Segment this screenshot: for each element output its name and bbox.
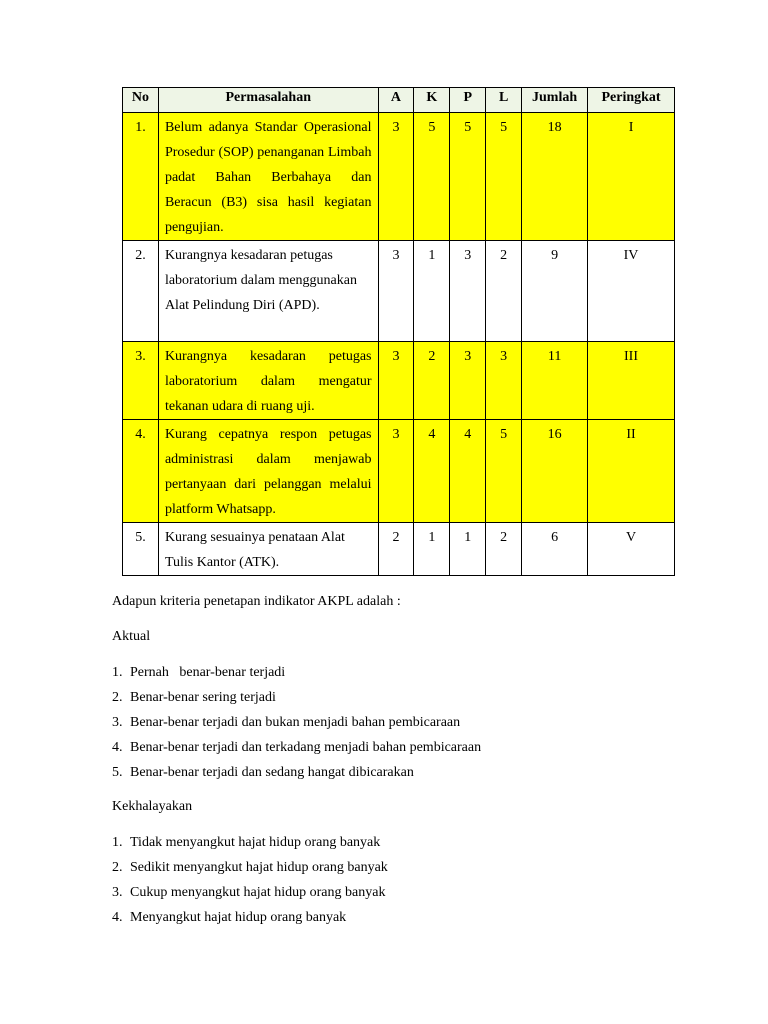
cell-peringkat: II [588, 420, 675, 523]
list-item: 1. Pernah benar-benar terjadi [112, 665, 286, 680]
list-item: 3. Benar-benar terjadi dan bukan menjadi bahan pembicaraan [112, 715, 461, 730]
cell-a: 2 [378, 523, 414, 576]
cell-jumlah: 6 [522, 523, 588, 576]
table-header-row [123, 88, 675, 113]
list-item: 3. Cukup menyangkut hajat hidup orang banyak [112, 885, 386, 900]
list-item: 1. Tidak menyangkut hajat hidup orang banyak [112, 835, 381, 850]
cell-no: 3. [123, 342, 159, 420]
cell-jumlah: 18 [522, 113, 588, 241]
cell-p: 5 [450, 113, 486, 241]
header-peringkat: Peringkat [588, 88, 675, 113]
cell-l: 5 [486, 420, 522, 523]
cell-no: 5. [123, 523, 159, 576]
cell-jumlah: 11 [522, 342, 588, 420]
cell-p: 4 [450, 420, 486, 523]
cell-l: 3 [486, 342, 522, 420]
list-item: 2. Benar-benar sering terjadi [112, 690, 276, 705]
table-row [123, 420, 675, 523]
cell-peringkat: IV [588, 241, 675, 342]
list-item: 5. Benar-benar terjadi dan sedang hangat dibicarakan [112, 765, 414, 780]
cell-k: 1 [414, 241, 450, 342]
table-row [123, 523, 675, 576]
cell-l: 2 [486, 523, 522, 576]
cell-a: 3 [378, 342, 414, 420]
cell-k: 1 [414, 523, 450, 576]
table-row [123, 113, 675, 241]
aktual-heading: Aktual [112, 629, 151, 644]
header-l: L [486, 88, 522, 113]
cell-no: 1. [123, 113, 159, 241]
header-p: P [450, 88, 486, 113]
cell-jumlah: 16 [522, 420, 588, 523]
kekhalayakan-heading: Kekhalayakan [112, 799, 193, 814]
cell-no: 4. [123, 420, 159, 523]
akpl-table [122, 87, 675, 576]
cell-problem: Belum adanya Standar Operasional Prosedur (SOP) penanganan Limbah padat Bahan Berbahaya dan Beracun (B3) sisa hasil kegiatan pengujian. [158, 113, 378, 241]
cell-k: 4 [414, 420, 450, 523]
cell-problem: Kurang sesuainya penataan Alat Tulis Kantor (ATK). [158, 523, 378, 576]
cell-k: 2 [414, 342, 450, 420]
cell-problem: Kurangnya kesadaran petugas laboratorium dalam mengatur tekanan udara di ruang uji. [158, 342, 378, 420]
cell-a: 3 [378, 241, 414, 342]
list-item: 2. Sedikit menyangkut hajat hidup orang banyak [112, 860, 388, 875]
list-item: 4. Menyangkut hajat hidup orang banyak [112, 910, 347, 925]
cell-l: 2 [486, 241, 522, 342]
header-permasalahan: Permasalahan [158, 88, 378, 113]
table-row [123, 342, 675, 420]
cell-p: 1 [450, 523, 486, 576]
cell-problem: Kurang cepatnya respon petugas administrasi dalam menjawab pertanyaan dari pelanggan melalui platform Whatsapp. [158, 420, 378, 523]
cell-peringkat: V [588, 523, 675, 576]
cell-jumlah: 9 [522, 241, 588, 342]
aktual-list [112, 664, 481, 789]
cell-peringkat: III [588, 342, 675, 420]
header-no: No [123, 88, 159, 113]
cell-k: 5 [414, 113, 450, 241]
cell-p: 3 [450, 342, 486, 420]
cell-problem: Kurangnya kesadaran petugas laboratorium dalam menggunakan Alat Pelindung Diri (APD). [158, 241, 378, 342]
cell-no: 2. [123, 241, 159, 342]
cell-a: 3 [378, 420, 414, 523]
kekhalayakan-list [112, 834, 388, 934]
header-jumlah: Jumlah [522, 88, 588, 113]
cell-l: 5 [486, 113, 522, 241]
cell-a: 3 [378, 113, 414, 241]
cell-p: 3 [450, 241, 486, 342]
header-k: K [414, 88, 450, 113]
cell-peringkat: I [588, 113, 675, 241]
header-a: A [378, 88, 414, 113]
criteria-intro: Adapun kriteria penetapan indikator AKPL adalah : [112, 594, 401, 609]
table-row [123, 241, 675, 342]
list-item: 4. Benar-benar terjadi dan terkadang menjadi bahan pembicaraan [112, 740, 482, 755]
